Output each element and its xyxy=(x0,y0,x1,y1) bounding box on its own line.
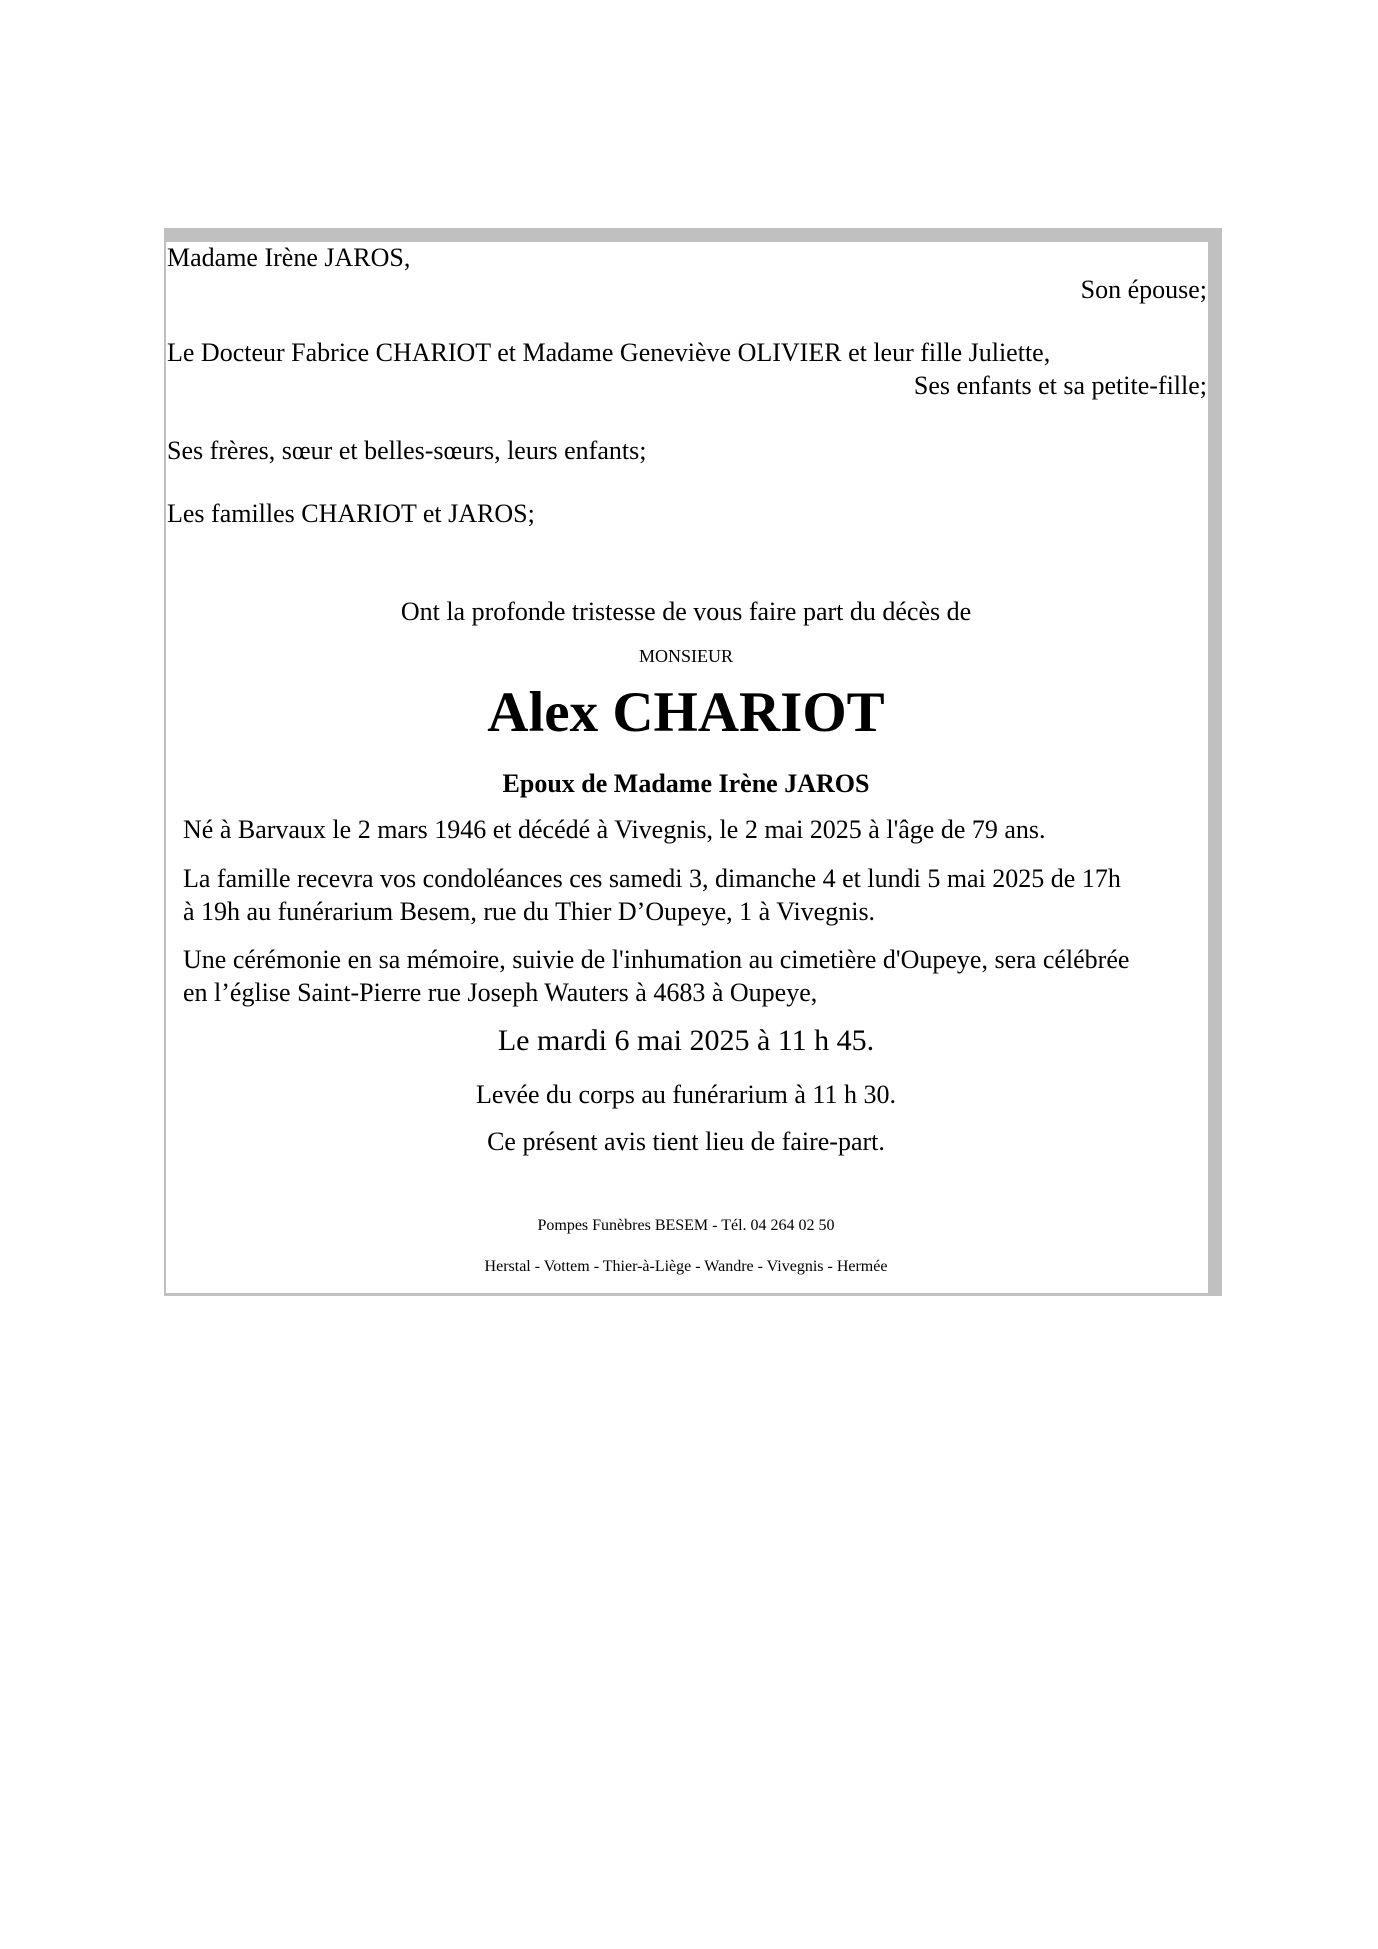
spouse-role: Son épouse; xyxy=(1080,275,1207,304)
condolences-line-2: à 19h au funérarium Besem, rue du Thier D’Oupeye, 1 à Vivegnis. xyxy=(183,897,876,926)
notice-line: Ce présent avis tient lieu de faire-part. xyxy=(487,1127,885,1156)
ceremony-line-2: en l’église Saint-Pierre rue Joseph Wauters à 4683 à Oupeye, xyxy=(183,978,818,1007)
announcement-intro: Ont la profonde tristesse de vous faire part du décès de xyxy=(400,597,972,626)
spouse-name: Madame Irène JAROS, xyxy=(167,243,411,272)
siblings-line: Ses frères, sœur et belles-sœurs, leurs enfants; xyxy=(167,436,647,465)
funeral-home-line: Pompes Funèbres BESEM - Tél. 04 264 02 50 xyxy=(537,1217,835,1234)
ceremony-line-1: Une cérémonie en sa mémoire, suivie de l'inhumation au cimetière d'Oupeye, sera célébrée xyxy=(183,945,1130,974)
levee-line: Levée du corps au funérarium à 11 h 30. xyxy=(476,1080,896,1109)
children-role: Ses enfants et sa petite-fille; xyxy=(913,371,1207,400)
deceased-subtitle: Epoux de Madame Irène JAROS xyxy=(502,769,870,798)
ceremony-date: Le mardi 6 mai 2025 à 11 h 45. xyxy=(497,1024,875,1057)
condolences-line-1: La famille recevra vos condoléances ces samedi 3, dimanche 4 et lundi 5 mai 2025 de 17h xyxy=(183,864,1121,893)
families-line: Les familles CHARIOT et JAROS; xyxy=(167,499,535,528)
deceased-title: MONSIEUR xyxy=(638,646,733,666)
birth-death-line: Né à Barvaux le 2 mars 1946 et décédé à Vivegnis, le 2 mai 2025 à l'âge de 79 ans. xyxy=(183,815,1046,844)
deceased-name: Alex CHARIOT xyxy=(487,681,885,744)
children-names: Le Docteur Fabrice CHARIOT et Madame Geneviève OLIVIER et leur fille Juliette, xyxy=(167,338,1051,367)
locations-line: Herstal - Vottem - Thier-à-Liège - Wandre - Vivegnis - Hermée xyxy=(484,1258,888,1275)
